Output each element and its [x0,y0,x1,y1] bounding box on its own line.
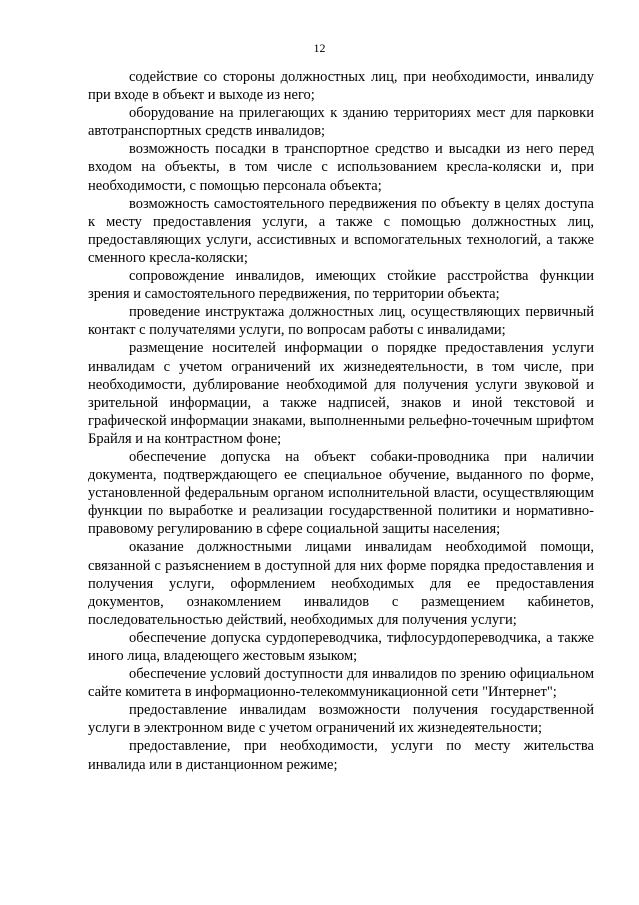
paragraph: предоставление, при необходимости, услуги по месту жительства инвалида или в дистанционном режиме; [88,738,594,773]
paragraph: обеспечение допуска на объект собаки-проводника при наличии документа, подтверждающего ее специальное обучение, выданного по форме, установленной федеральным органом исполнительной власти, осуществляющим функции по выработке и реализации государственной политики и нормативно-правовому регулированию в сфере социальной защиты населения; [88,448,594,538]
page-number: 12 [313,41,326,55]
document-body [88,68,594,774]
paragraph: оборудование на прилегающих к зданию территориях мест для парковки автотранспортных средств инвалидов; [88,105,594,140]
paragraph: оказание должностными лицами инвалидам необходимой помощи, связанной с разъяснением в доступной для них форме порядка предоставления и получения услуги, оформлением необходимых для ее предоставления документов, ознакомлением инвалидов с размещением кабинетов, последовательностью действий, необходимых для получения услуги; [88,539,594,628]
paragraph: сопровождение инвалидов, имеющих стойкие расстройства функции зрения и самостоятельного передвижения, по территории объекта; [88,268,594,303]
paragraph: содействие со стороны должностных лиц, при необходимости, инвалиду при входе в объект и выходе из него; [88,69,594,104]
paragraph: возможность самостоятельного передвижения по объекту в целях доступа к месту предоставления услуги, а также с помощью должностных лиц, предоставляющих услуги, ассистивных и вспомогательных технологий, а также сменного кресла-коляски; [88,195,594,266]
paragraph: проведение инструктажа должностных лиц, осуществляющих первичный контакт с получателями услуги, по вопросам работы с инвалидами; [88,304,594,339]
paragraph: обеспечение условий доступности для инвалидов по зрению официальном сайте комитета в информационно-телекоммуникационной сети "Интернет"; [88,666,594,701]
paragraph: возможность посадки в транспортное средство и высадки из него перед входом на объекты, в том числе с использованием кресла-коляски и, при необходимости, с помощью персонала объекта; [88,141,594,194]
paragraph: размещение носителей информации о порядке предоставления услуги инвалидам с учетом ограничений их жизнедеятельности, в том числе, при необходимости, дублирование необходимой для получения услуги звуковой и зрительной информации, а также надписей, знаков и иной текстовой и графической информации знаками, выполненными рельефно-точечным шрифтом Брайля и на контрастном фоне; [88,340,594,447]
paragraph: предоставление инвалидам возможности получения государственной услуги в электронном виде с учетом ограничений их жизнедеятельности; [88,702,594,737]
paragraph: обеспечение допуска сурдопереводчика, тифлосурдопереводчика, а также иного лица, владеющего жестовым языком; [88,629,594,664]
